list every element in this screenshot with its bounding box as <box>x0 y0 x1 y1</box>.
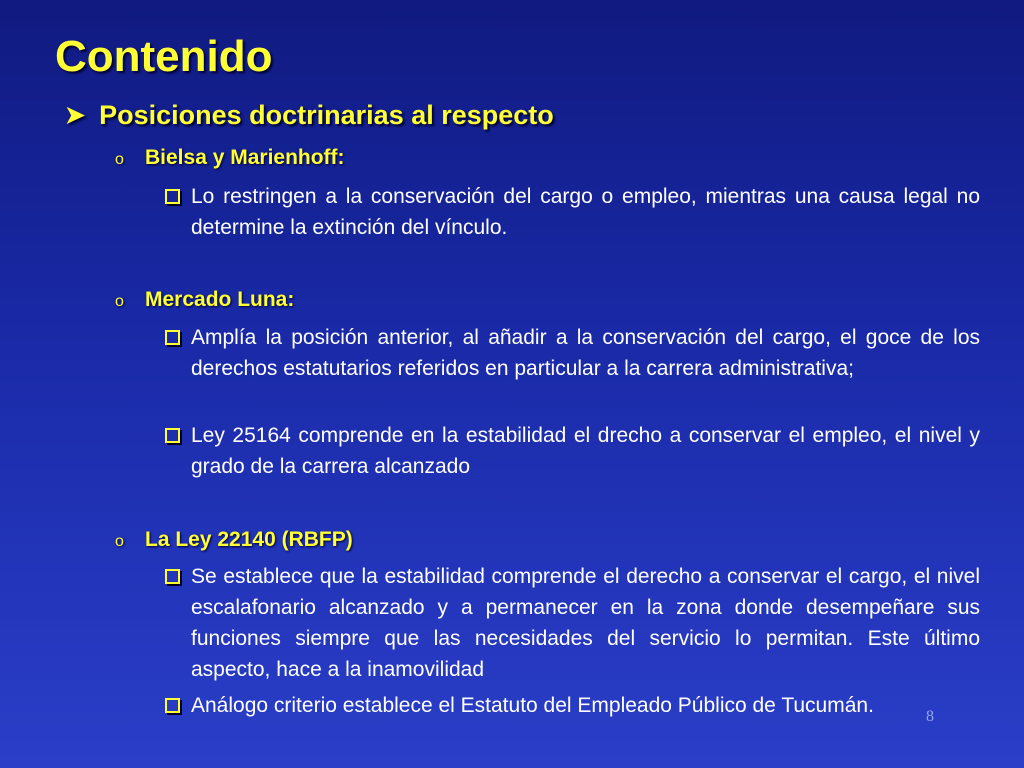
list-item-text: Análogo criterio establece el Estatuto del Empleado Público de Tucumán. <box>191 694 874 717</box>
list-item <box>165 322 980 384</box>
section-label: La Ley 22140 (RBFP) <box>145 528 353 551</box>
list-item-text: Se establece que la estabilidad comprende el derecho a conservar el cargo, el nivel escalafonario alcanzado y a permanecer en la zona donde desempeñare sus funciones siempre que las necesidades del servicio lo permitan. Este último aspecto, hace a la inamovilidad <box>191 565 980 681</box>
square-bullet-icon <box>165 189 180 204</box>
section-label: Mercado Luna: <box>145 288 295 311</box>
section-mercado-luna <box>115 288 294 312</box>
section-bielsa <box>115 146 345 170</box>
main-bullet-text: Posiciones doctrinarias al respecto <box>99 100 554 130</box>
square-bullet-icon <box>165 698 180 713</box>
list-item-text: Amplía la posición anterior, al añadir a la conservación del cargo, el goce de los derechos estatutarios referidos en particular a la carrera administrativa; <box>191 326 980 380</box>
page-number: 8 <box>926 708 934 725</box>
circle-bullet-icon: o <box>115 533 124 550</box>
list-item-text: Lo restringen a la conservación del cargo o empleo, mientras una causa legal no determine la extinción del vínculo. <box>191 185 980 239</box>
list-item <box>165 561 980 685</box>
arrow-bullet-icon: ➤ <box>65 102 86 129</box>
list-item <box>165 181 980 243</box>
slide-title: Contenido <box>55 32 273 81</box>
section-label: Bielsa y Marienhoff: <box>145 146 345 169</box>
list-item <box>165 420 980 482</box>
square-bullet-icon <box>165 330 180 345</box>
circle-bullet-icon: o <box>115 151 124 168</box>
main-bullet <box>65 100 554 131</box>
circle-bullet-icon: o <box>115 293 124 310</box>
list-item-text: Ley 25164 comprende en la estabilidad el drecho a conservar el empleo, el nivel y grado de la carrera alcanzado <box>191 424 980 478</box>
square-bullet-icon <box>165 569 180 584</box>
square-bullet-icon <box>165 428 180 443</box>
list-item <box>165 690 980 721</box>
section-ley-22140 <box>115 528 353 552</box>
